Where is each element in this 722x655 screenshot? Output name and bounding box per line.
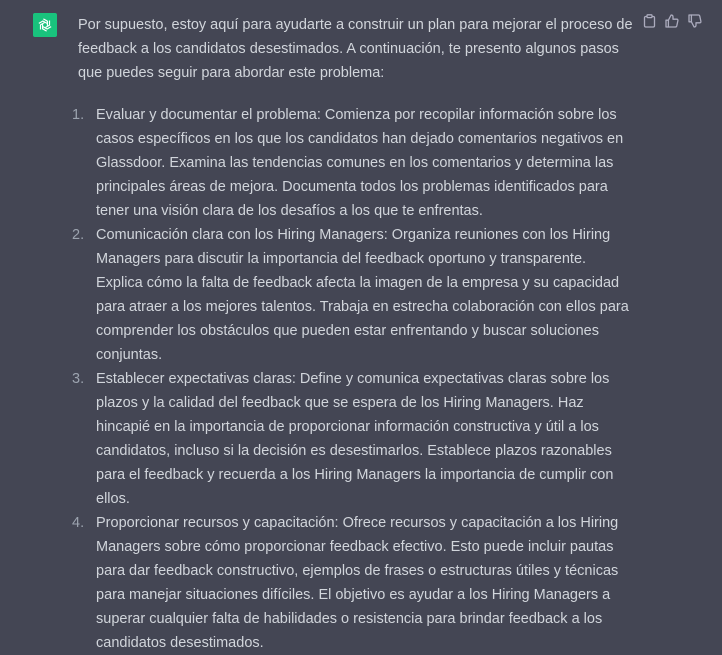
openai-logo-icon — [33, 13, 57, 37]
step-number: 1. — [72, 107, 85, 123]
step-number: 3. — [72, 371, 85, 387]
steps-list — [72, 103, 636, 655]
step-text: Proporcionar recursos y capacitación: Ofrece recursos y capacitación a los Hiring Managers sobre cómo proporcionar feedback efectivo. Esto puede incluir pautas para dar feedback constructivo, ejemplos de frases o estructuras útiles y técnicas para manejar situaciones difíciles. El objetivo es ayudar a los Hiring Managers a superar cualquier falta de habilidades o resistencia para brindar feedback a los candidatos desestimados. — [96, 515, 619, 651]
step-number: 4. — [72, 515, 85, 531]
step-text: Comunicación clara con los Hiring Managers: Organiza reuniones con los Hiring Managers para discutir la importancia del feedback oportuno y transparente. Explica cómo la falta de feedback afecta la imagen de la empresa y su capacidad para atraer a los mejores talentos. Trabaja en estrecha colaboración con ellos para comprender los obstáculos que pueden estar enfrentando y buscar soluciones conjuntas. — [96, 227, 629, 363]
step-number: 2. — [72, 227, 85, 243]
list-item — [72, 511, 636, 655]
list-item — [72, 367, 636, 511]
thumbs-down-icon[interactable] — [688, 14, 702, 28]
clipboard-icon[interactable] — [642, 14, 656, 28]
thumbs-up-icon[interactable] — [665, 14, 679, 28]
message-content — [72, 13, 636, 655]
step-text: Establecer expectativas claras: Define y comunica expectativas claras sobre los plazos y la calidad del feedback que se espera de los Hiring Managers. Haz hincapié en la importancia de proporcionar información constructiva y útil a los candidatos, incluso si la decisión es desestimarlos. Establece plazos razonables para el feedback y recuerda a los Hiring Managers la importancia de cumplir con ellos. — [96, 371, 614, 507]
list-item — [72, 223, 636, 367]
step-text: Evaluar y documentar el problema: Comienza por recopilar información sobre los casos específicos en los que los candidatos han dejado comentarios negativos en Glassdoor. Examina las tendencias comunes en los comentarios y determina las principales áreas de mejora. Documenta todos los problemas identificados para tener una visión clara de los desafíos a los que te enfrentas. — [96, 107, 624, 219]
message-intro: Por supuesto, estoy aquí para ayudarte a construir un plan para mejorar el proceso de feedback a los candidatos desestimados. A continuación, te presento algunos pasos que puedes seguir para abordar este problema: — [78, 17, 633, 81]
message-actions — [642, 14, 702, 28]
list-item — [72, 103, 636, 223]
